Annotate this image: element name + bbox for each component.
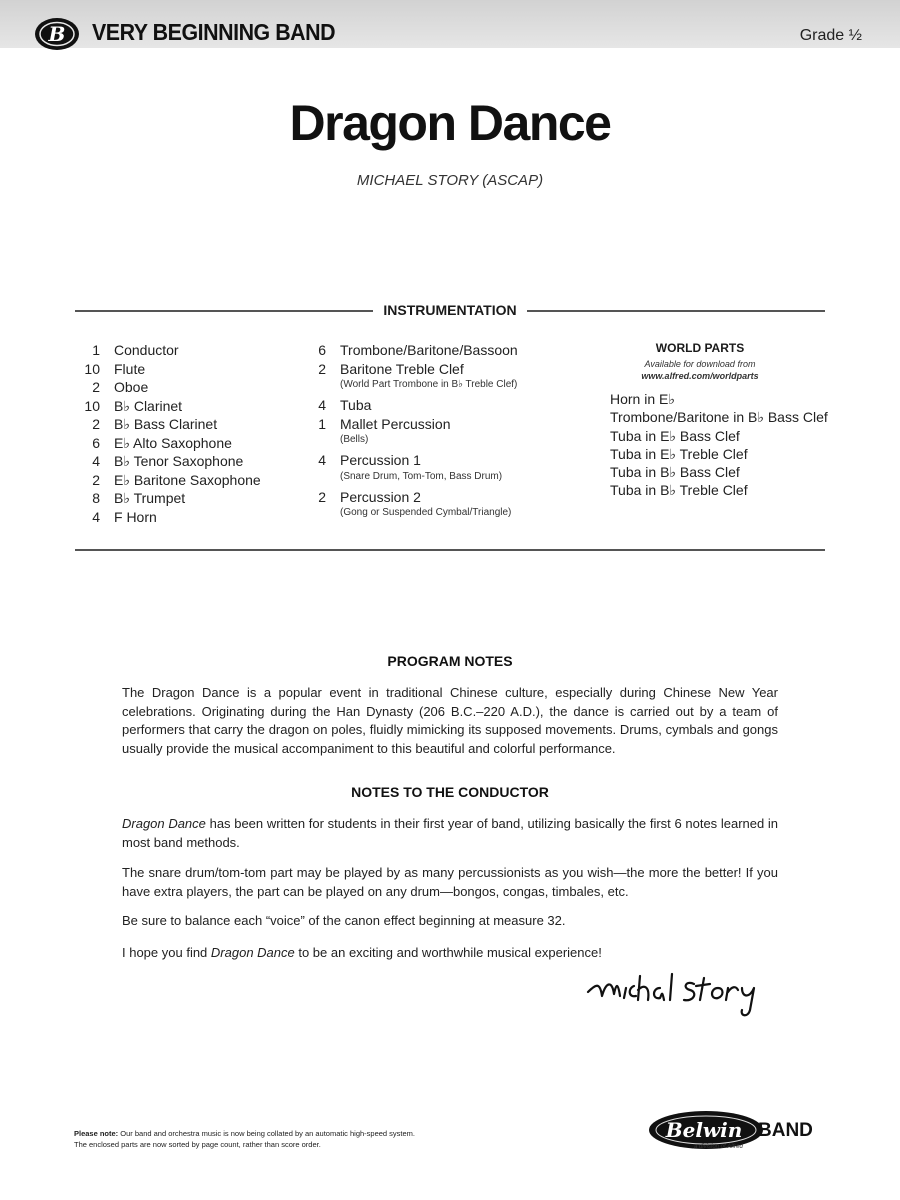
- series-title: VERY BEGINNING BAND: [92, 19, 336, 45]
- instrument-quantity: 4: [318, 452, 326, 468]
- conductor-notes-p4: I hope you find Dragon Dance to be an exciting and worthwhile musical experience!: [122, 945, 602, 960]
- instrument-quantity: 2: [92, 416, 100, 432]
- instrument-quantity: 10: [84, 397, 100, 414]
- instrument-entry: [74, 489, 261, 508]
- instrumentation-heading: INSTRUMENTATION: [0, 302, 900, 320]
- world-part-item: Horn in E♭: [610, 391, 675, 407]
- instrument-entry: [74, 378, 261, 397]
- instrument-quantity: 6: [318, 342, 326, 358]
- grade-label: Grade ½: [799, 27, 862, 44]
- world-part-item: Tuba in E♭ Treble Clef: [610, 445, 748, 462]
- instrument-quantity: 2: [92, 471, 100, 488]
- instrument-list-col1: [74, 341, 261, 526]
- instrument-name: B♭ Trumpet: [114, 490, 186, 506]
- belwin-b-logo-icon: [34, 16, 80, 52]
- instrument-entry: [300, 341, 518, 360]
- instrument-name: Mallet Percussion: [340, 415, 451, 432]
- instrument-name: Percussion 2: [340, 488, 421, 505]
- instrument-entry: [74, 452, 261, 471]
- world-part-item: Tuba in B♭ Bass Clef: [610, 464, 740, 481]
- world-parts-note: Available for download from: [644, 359, 756, 369]
- instrument-list-col2: [300, 341, 518, 524]
- instrument-entry: [74, 508, 261, 527]
- world-part-item: Tuba in E♭ Bass Clef: [610, 427, 740, 444]
- conductor-notes-heading: NOTES TO THE CONDUCTOR: [351, 784, 549, 800]
- program-notes-heading: PROGRAM NOTES: [387, 653, 513, 669]
- instrument-name: E♭ Alto Saxophone: [114, 434, 232, 451]
- instrument-quantity: 2: [92, 379, 100, 395]
- instrument-entry: [74, 434, 261, 453]
- instrument-quantity: 6: [92, 434, 100, 451]
- conductor-notes-p1: Dragon Dance has been written for students in their first year of band, utilizing basically the first 6 notes learned in most band methods.: [122, 816, 779, 850]
- instrument-quantity: 8: [92, 490, 100, 506]
- instrument-quantity: 10: [84, 360, 100, 377]
- piece-title: Dragon Dance: [289, 95, 611, 151]
- belwin-subtitle: a division of Alfred: [694, 1144, 743, 1150]
- belwin-band-label: BAND: [758, 1120, 813, 1141]
- instrument-quantity: 4: [318, 397, 326, 413]
- instrument-entry: [74, 397, 261, 416]
- instrument-name: B♭ Clarinet: [114, 397, 183, 414]
- instrument-quantity: 4: [92, 508, 100, 525]
- belwin-brand-text: Belwin: [665, 1118, 743, 1142]
- instrument-detail: (Snare Drum, Tom-Tom, Bass Drum): [340, 470, 503, 482]
- instrumentation-rule-bottom: [75, 549, 825, 551]
- world-parts-list: [610, 390, 828, 500]
- instrument-entry: [300, 360, 518, 392]
- instrument-detail: (Bells): [340, 434, 369, 445]
- instrument-entry: [74, 341, 261, 360]
- instrument-quantity: 4: [92, 453, 100, 469]
- instrument-entry: [74, 471, 261, 490]
- instrument-name: E♭ Baritone Saxophone: [114, 471, 261, 488]
- composer-signature: [582, 970, 782, 1020]
- instrument-name: B♭ Bass Clarinet: [114, 416, 218, 432]
- composer: MICHAEL STORY (ASCAP): [356, 172, 544, 189]
- instrument-entry: [300, 415, 518, 447]
- instrument-detail: (Gong or Suspended Cymbal/Triangle): [340, 507, 512, 518]
- instrument-name: Tuba: [340, 397, 372, 413]
- world-part-item: Trombone/Baritone in B♭ Bass Clef: [610, 409, 828, 426]
- instrument-name: Baritone Treble Clef: [340, 360, 464, 377]
- instrument-entry: [300, 396, 518, 415]
- instrument-name: Flute: [114, 360, 146, 377]
- world-parts-title: WORLD PARTS: [655, 341, 745, 355]
- instrument-name: Conductor: [114, 342, 179, 358]
- instrument-entry: [300, 488, 518, 520]
- instrument-name: Percussion 1: [340, 452, 421, 468]
- world-parts-url[interactable]: www.alfred.com/worldparts: [641, 371, 759, 381]
- world-part-item: Tuba in B♭ Treble Clef: [610, 482, 748, 499]
- conductor-notes-p3: Be sure to balance each “voice” of the canon effect beginning at measure 32.: [122, 913, 566, 928]
- instrument-quantity: 2: [318, 360, 326, 377]
- instrument-name: B♭ Tenor Saxophone: [114, 453, 244, 469]
- instrument-name: Trombone/Baritone/Bassoon: [340, 342, 518, 358]
- program-notes-text: The Dragon Dance is a popular event in traditional Chinese culture, especially during Chinese New Year celebrations. Originating during the Han Dynasty (206 B.C.–220 A.D.), the dance is carried out by a team of performers that carry the dragon on poles, fluidly mimicking its supposed movements. Drums, cymbals and gongs usually provide the musical accompaniment to this beautiful and colorful performance.: [122, 685, 778, 756]
- instrument-quantity: 2: [318, 488, 326, 505]
- instrument-entry: [74, 360, 261, 379]
- instrument-detail: (World Part Trombone in B♭ Treble Clef): [340, 379, 518, 390]
- instrument-name: F Horn: [114, 508, 157, 525]
- instrument-entry: [74, 415, 261, 434]
- conductor-notes-p2: The snare drum/tom-tom part may be played by as many percussionists as you wish—the more the better! If you have extra players, the part can be played on any drum—bongos, congas, timbales, etc.: [122, 865, 778, 899]
- instrument-entry: [300, 451, 518, 483]
- footer-note: Please note: Our band and orchestra music is now being collated by an automatic high-speed system. The enclosed parts are now sorted by page count, rather than score order.: [74, 1129, 416, 1149]
- instrument-quantity: 1: [92, 342, 100, 358]
- instrument-name: Oboe: [114, 379, 149, 395]
- svg-text:B: B: [48, 22, 66, 46]
- instrument-quantity: 1: [318, 415, 326, 432]
